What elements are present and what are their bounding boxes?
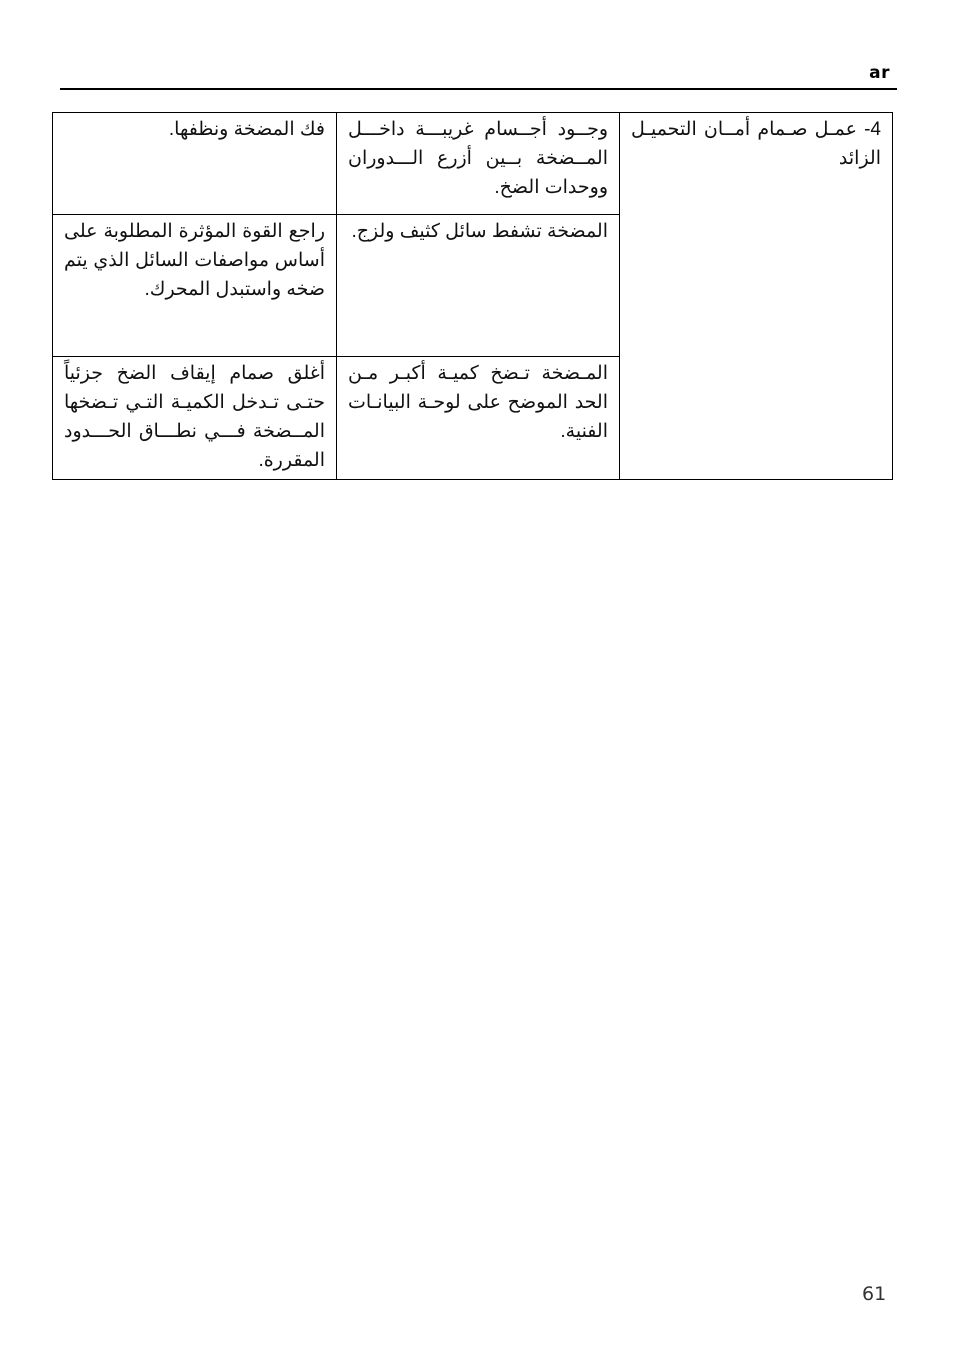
- page-number: 61: [862, 1283, 887, 1305]
- remedy-cell: فك المضخة ونظفها.: [53, 113, 337, 215]
- troubleshooting-table: [52, 112, 893, 480]
- cause-cell: وجــود أجــسام غريبـــة داخـــل المــضخة بــين أزرع الـــدوران ووحدات الضخ.: [337, 113, 620, 215]
- table-row: [53, 113, 893, 215]
- language-code: ar: [869, 63, 890, 83]
- remedy-cell: راجع القوة المؤثرة المطلوبة على أساس مواصفات السائل الذي يتم ضخه واستبدل المحرك.: [53, 215, 337, 357]
- cause-cell: المـضخة تـضخ كميـة أكبـر مـن الحد الموضح على لوحـة البيانـات الفنية.: [337, 357, 620, 480]
- remedy-cell: أغلق صمام إيقاف الضخ جزئياً حتـى تـدخل الكميـة التـي تـضخها المــضخة فـــي نطـــاق الحـــدود المقررة.: [53, 357, 337, 480]
- cause-cell: المضخة تشفط سائل كثيف ولزج.: [337, 215, 620, 357]
- fault-cell: 4- عمـل صـمام أمــان التحميـل الزائد: [620, 113, 893, 480]
- header-divider: [60, 88, 897, 90]
